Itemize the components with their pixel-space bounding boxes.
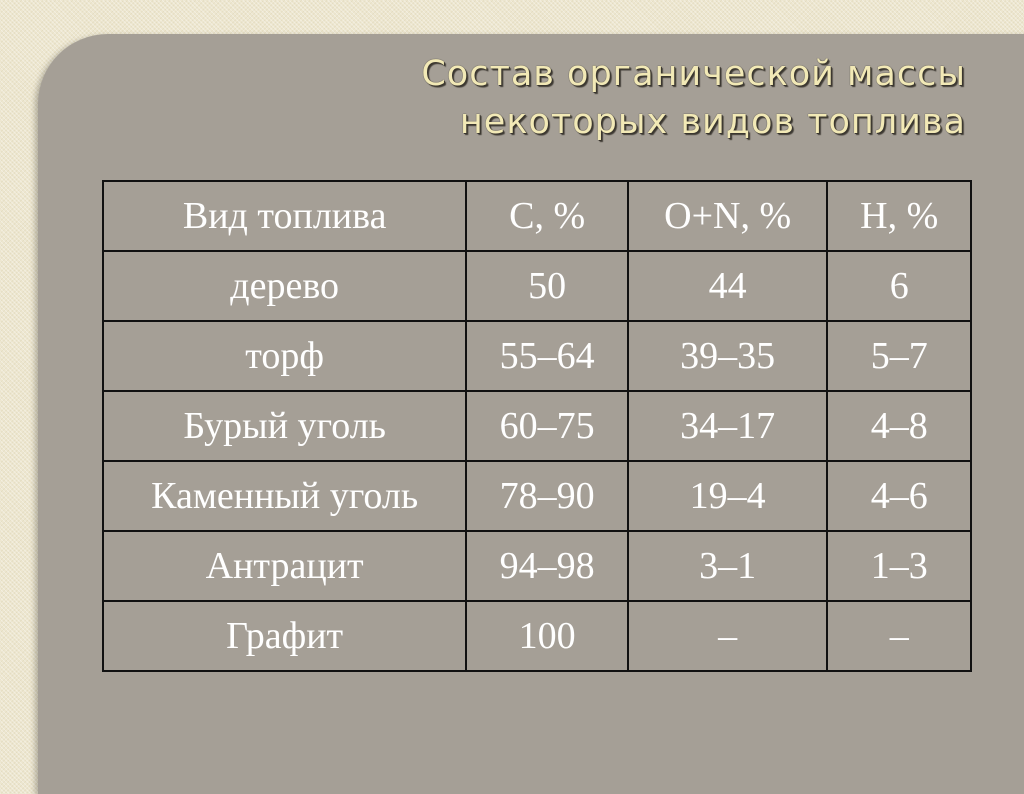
hydrogen-cell: 6: [827, 251, 971, 321]
table-row: [103, 461, 971, 531]
carbon-cell: 100: [466, 601, 628, 671]
hydrogen-cell: 4–6: [827, 461, 971, 531]
fuel-type-cell: торф: [103, 321, 466, 391]
header-oxygen-nitrogen: O+N, %: [628, 181, 828, 251]
carbon-cell: 78–90: [466, 461, 628, 531]
table-header-row: [103, 181, 971, 251]
oxygen-nitrogen-cell: 39–35: [628, 321, 828, 391]
carbon-cell: 94–98: [466, 531, 628, 601]
fuel-type-cell: дерево: [103, 251, 466, 321]
oxygen-nitrogen-cell: 44: [628, 251, 828, 321]
header-carbon: C, %: [466, 181, 628, 251]
header-hydrogen: H, %: [827, 181, 971, 251]
table-row: [103, 601, 971, 671]
carbon-cell: 50: [466, 251, 628, 321]
oxygen-nitrogen-cell: –: [628, 601, 828, 671]
slide-title-line-2: некоторых видов топлива: [459, 102, 966, 142]
table-row: [103, 531, 971, 601]
slide-title-line-1: Состав органической массы: [421, 54, 966, 94]
fuel-type-cell: Антрацит: [103, 531, 466, 601]
fuel-type-cell: Каменный уголь: [103, 461, 466, 531]
fuel-type-cell: Бурый уголь: [103, 391, 466, 461]
slide-title: [266, 50, 966, 146]
header-fuel-type: Вид топлива: [103, 181, 466, 251]
table-row: [103, 251, 971, 321]
fuel-type-cell: Графит: [103, 601, 466, 671]
hydrogen-cell: 1–3: [827, 531, 971, 601]
table-row: [103, 391, 971, 461]
carbon-cell: 55–64: [466, 321, 628, 391]
fuel-composition-table: [102, 180, 972, 672]
oxygen-nitrogen-cell: 3–1: [628, 531, 828, 601]
oxygen-nitrogen-cell: 34–17: [628, 391, 828, 461]
table-row: [103, 321, 971, 391]
hydrogen-cell: 5–7: [827, 321, 971, 391]
hydrogen-cell: 4–8: [827, 391, 971, 461]
oxygen-nitrogen-cell: 19–4: [628, 461, 828, 531]
hydrogen-cell: –: [827, 601, 971, 671]
carbon-cell: 60–75: [466, 391, 628, 461]
